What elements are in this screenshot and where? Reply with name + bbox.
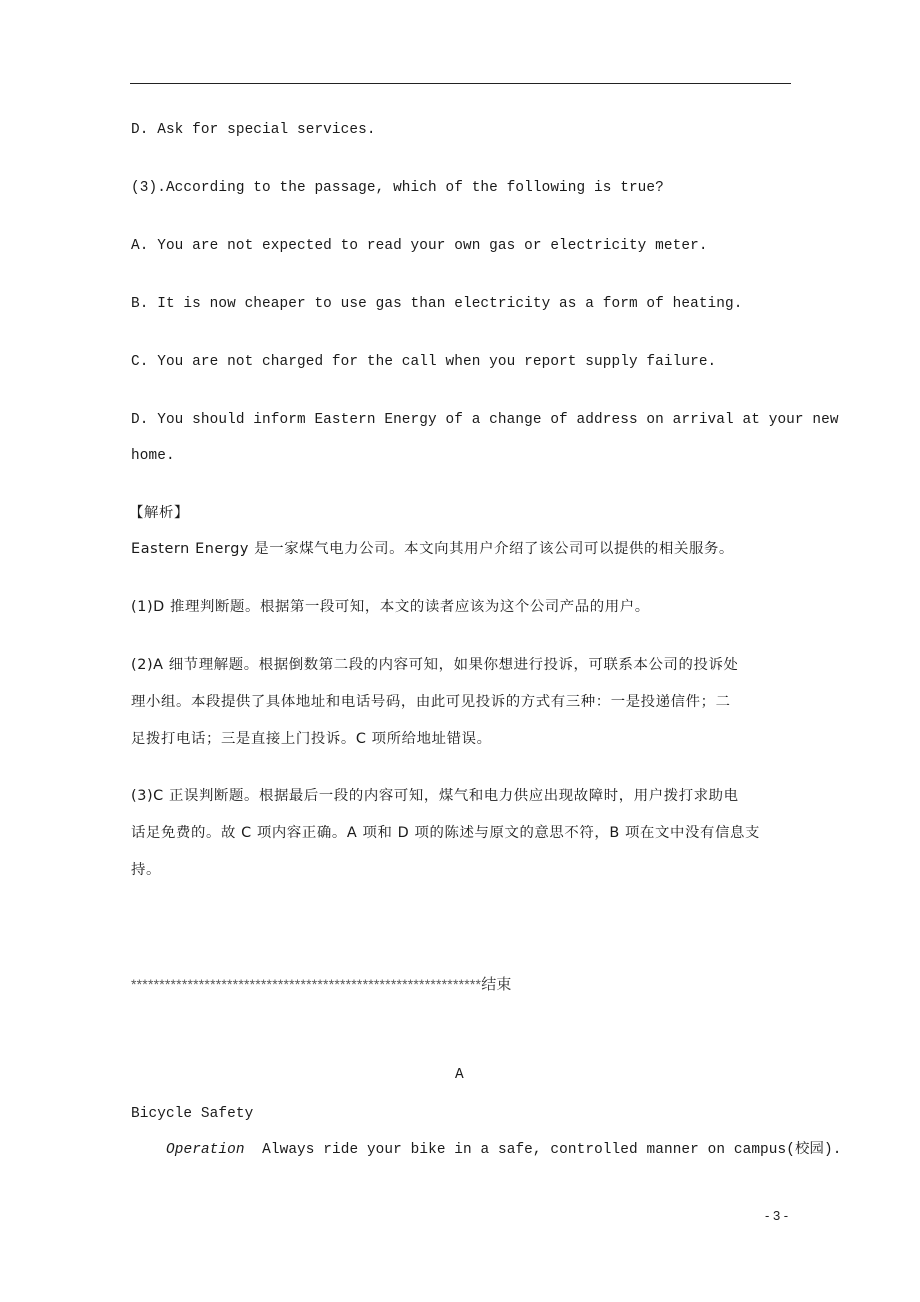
- analysis-q3-line3: 持。: [131, 862, 161, 878]
- option-d-prev: D. Ask for special services.: [131, 122, 376, 138]
- paragraph-lead: Operation: [166, 1142, 245, 1158]
- analysis-q2-line3: 足拨打电话；三是直接上门投诉。C 项所给地址错误。: [131, 731, 492, 747]
- page-number: - 3 -: [765, 1208, 789, 1223]
- analysis-intro: Eastern Energy 是一家煤气电力公司。本文向其用户介绍了该公司可以提供的相关服务。: [131, 541, 734, 557]
- question-3-option-d-cont: home.: [131, 448, 175, 464]
- analysis-q3-line1: (3)C 正误判断题。根据最后一段的内容可知，煤气和电力供应出现故障时，用户拨打求助电: [131, 788, 739, 804]
- question-3-stem: (3).According to the passage, which of the following is true?: [131, 180, 664, 196]
- section-paragraph: [166, 1140, 841, 1160]
- question-3-option-b: B. It is now cheaper to use gas than electricity as a form of heating.: [131, 296, 743, 312]
- question-3-option-a: A. You are not expected to read your own gas or electricity meter.: [131, 238, 708, 254]
- section-title: Bicycle Safety: [131, 1106, 254, 1122]
- analysis-heading: 【解析】: [129, 505, 189, 521]
- paragraph-text: Always ride your bike in a safe, controlled manner on campus(校园).: [262, 1142, 842, 1158]
- analysis-q1: (1)D 推理判断题。根据第一段可知，本文的读者应该为这个公司产品的用户。: [131, 599, 650, 615]
- separator-end-label: 结束: [481, 975, 512, 993]
- section-label: A: [455, 1067, 464, 1083]
- question-3-option-c: C. You are not charged for the call when you report supply failure.: [131, 354, 717, 370]
- analysis-q3-line2: 话足免费的。故 C 项内容正确。A 项和 D 项的陈述与原文的意思不符，B 项在文中没有信息支: [131, 825, 760, 841]
- header-rule: [130, 83, 791, 84]
- question-3-option-d: D. You should inform Eastern Energy of a change of address on arrival at your new: [131, 412, 839, 428]
- separator-stars: **************************************************************: [131, 976, 482, 992]
- analysis-q2-line1: (2)A 细节理解题。根据倒数第二段的内容可知，如果你想进行投诉，可联系本公司的投诉处: [131, 657, 739, 673]
- end-separator: [131, 974, 512, 994]
- analysis-q2-line2: 理小组。本段提供了具体地址和电话号码，由此可见投诉的方式有三种：一是投递信件；二: [131, 694, 731, 710]
